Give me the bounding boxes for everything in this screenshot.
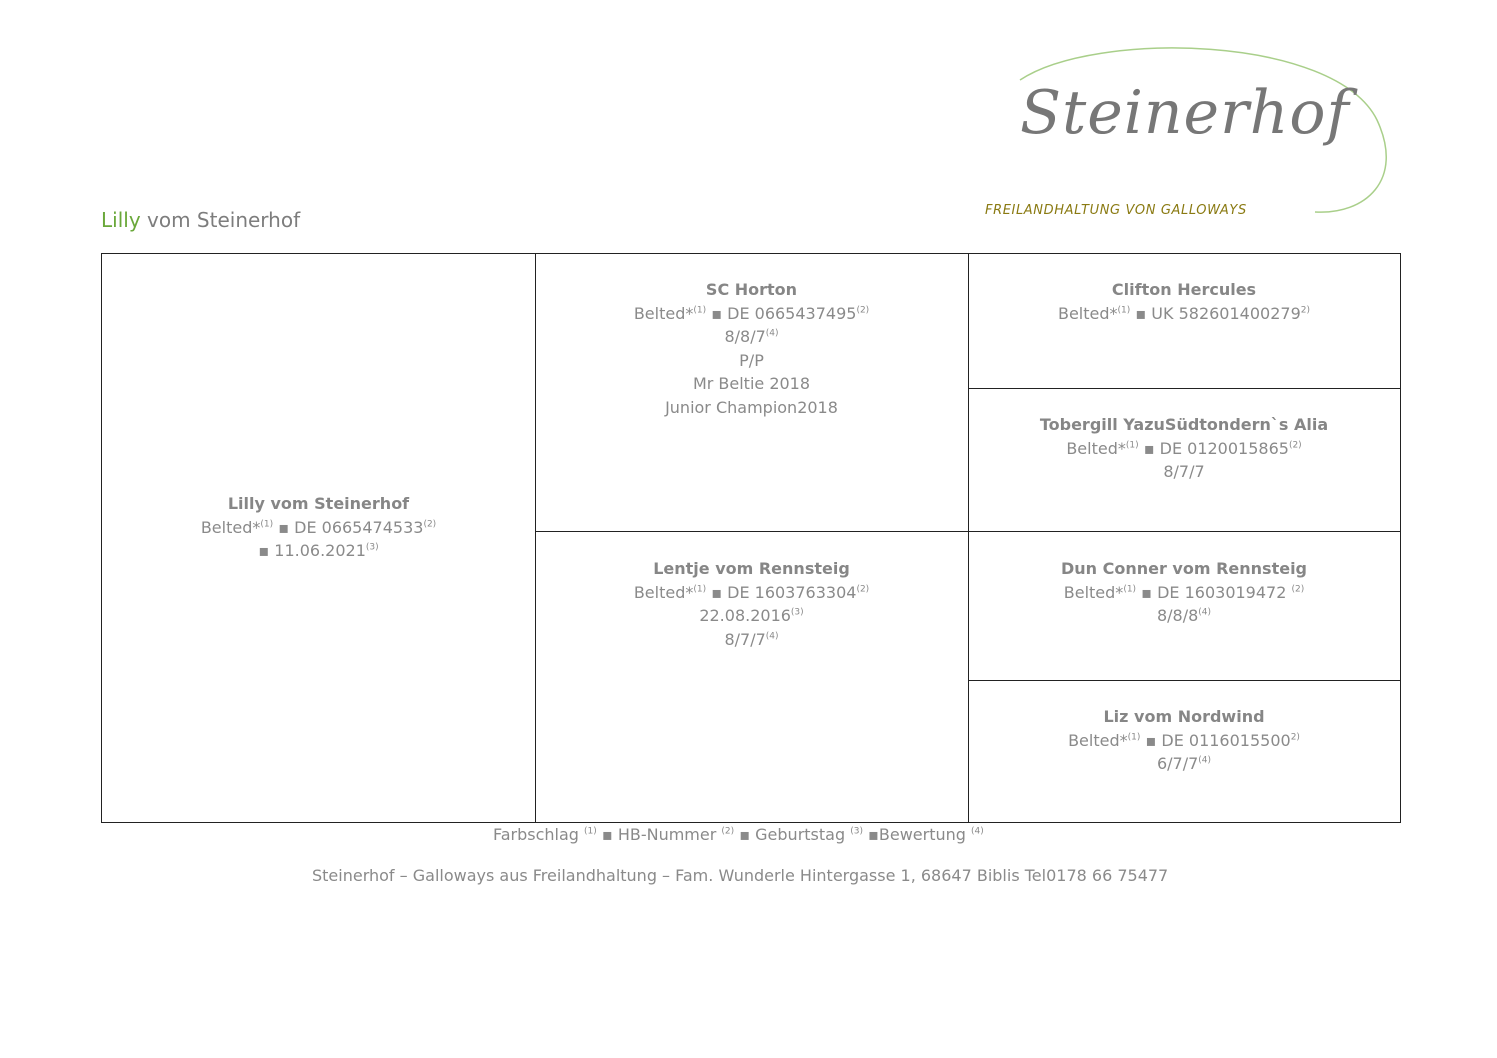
animal-name: Lilly vom Steinerhof [227, 494, 410, 513]
sire-sire-line1: Belted*$^{(1)}$ ▪ UK 582601400279$^{2)}$ [1057, 303, 1310, 323]
cell-dam-sire [968, 557, 1400, 628]
sire-line2: 8/8/7$^{(4)}$ [724, 327, 779, 346]
animal-line2: ▪ 11.06.2021$^{(3)}$ [258, 541, 379, 560]
sire-sire-name: Clifton Hercules [1111, 280, 1257, 299]
dam-line2: 22.08.2016$^{(3)}$ [699, 606, 804, 625]
page-title [101, 208, 300, 232]
cell-sire [535, 278, 968, 419]
logo-wordmark: Steinerhof [1020, 78, 1350, 148]
dam-sire-name: Dun Conner vom Rennsteig [1060, 559, 1308, 578]
dam-sire-line1: Belted*$^{(1)}$ ▪ DE 1603019472 $^{(2)}$ [1063, 582, 1305, 602]
sire-name: SC Horton [705, 280, 798, 299]
title-rest: vom Steinerhof [140, 208, 301, 232]
cell-dam-dam [968, 705, 1400, 776]
animal-line1: Belted*$^{(1)}$ ▪ DE 0665474533$^{(2)}$ [200, 517, 437, 537]
dam-sire-line2: 8/8/8$^{(4)}$ [1156, 606, 1212, 625]
sire-line3: P/P [739, 350, 764, 370]
cell-animal [102, 492, 535, 563]
divider [968, 680, 1400, 681]
sire-line4: Mr Beltie 2018 [692, 374, 811, 393]
logo-tagline: FREILANDHALTUNG VON GALLOWAYS [985, 203, 1247, 218]
legend: Farbschlag $^{(1)}$ ▪ HB-Nummer $^{(2)}$ ▪ Geburtstag $^{(3)}$ ▪Bewertung $^{(4)}$ [493, 825, 984, 844]
dam-line3: 8/7/7$^{(4)}$ [724, 629, 779, 649]
dam-dam-line1: Belted*$^{(1)}$ ▪ DE 0116015500$^{2)}$ [1068, 730, 1300, 750]
dam-name: Lentje vom Rennsteig [653, 559, 850, 578]
divider [968, 388, 1400, 389]
cell-dam [535, 557, 968, 651]
sire-dam-line2: 8/7/7 [1163, 462, 1205, 481]
sire-dam-line1: Belted*$^{(1)}$ ▪ DE 0120015865$^{(2)}$ [1066, 438, 1302, 458]
pedigree-table [101, 253, 1401, 823]
dam-dam-line2: 6/7/7$^{(4)}$ [1156, 754, 1212, 773]
footer-address: Steinerhof – Galloways aus Freilandhaltung – Fam. Wunderle Hintergasse 1, 68647 Biblis Tel0178 66 75477 [312, 866, 1169, 885]
cell-sire-dam [968, 413, 1400, 484]
sire-line5: Junior Champion2018 [665, 397, 838, 417]
divider [535, 531, 1400, 532]
cell-sire-sire [968, 278, 1400, 325]
dam-line1: Belted*$^{(1)}$ ▪ DE 1603763304$^{(2)}$ [633, 582, 870, 602]
sire-dam-name: Tobergill YazuSüdtondern`s Alia [1039, 415, 1329, 434]
dam-dam-name: Liz vom Nordwind [1103, 707, 1265, 726]
sire-line1: Belted*$^{(1)}$ ▪ DE 0665437495$^{(2)}$ [633, 303, 870, 323]
title-accent: Lilly [101, 208, 141, 232]
